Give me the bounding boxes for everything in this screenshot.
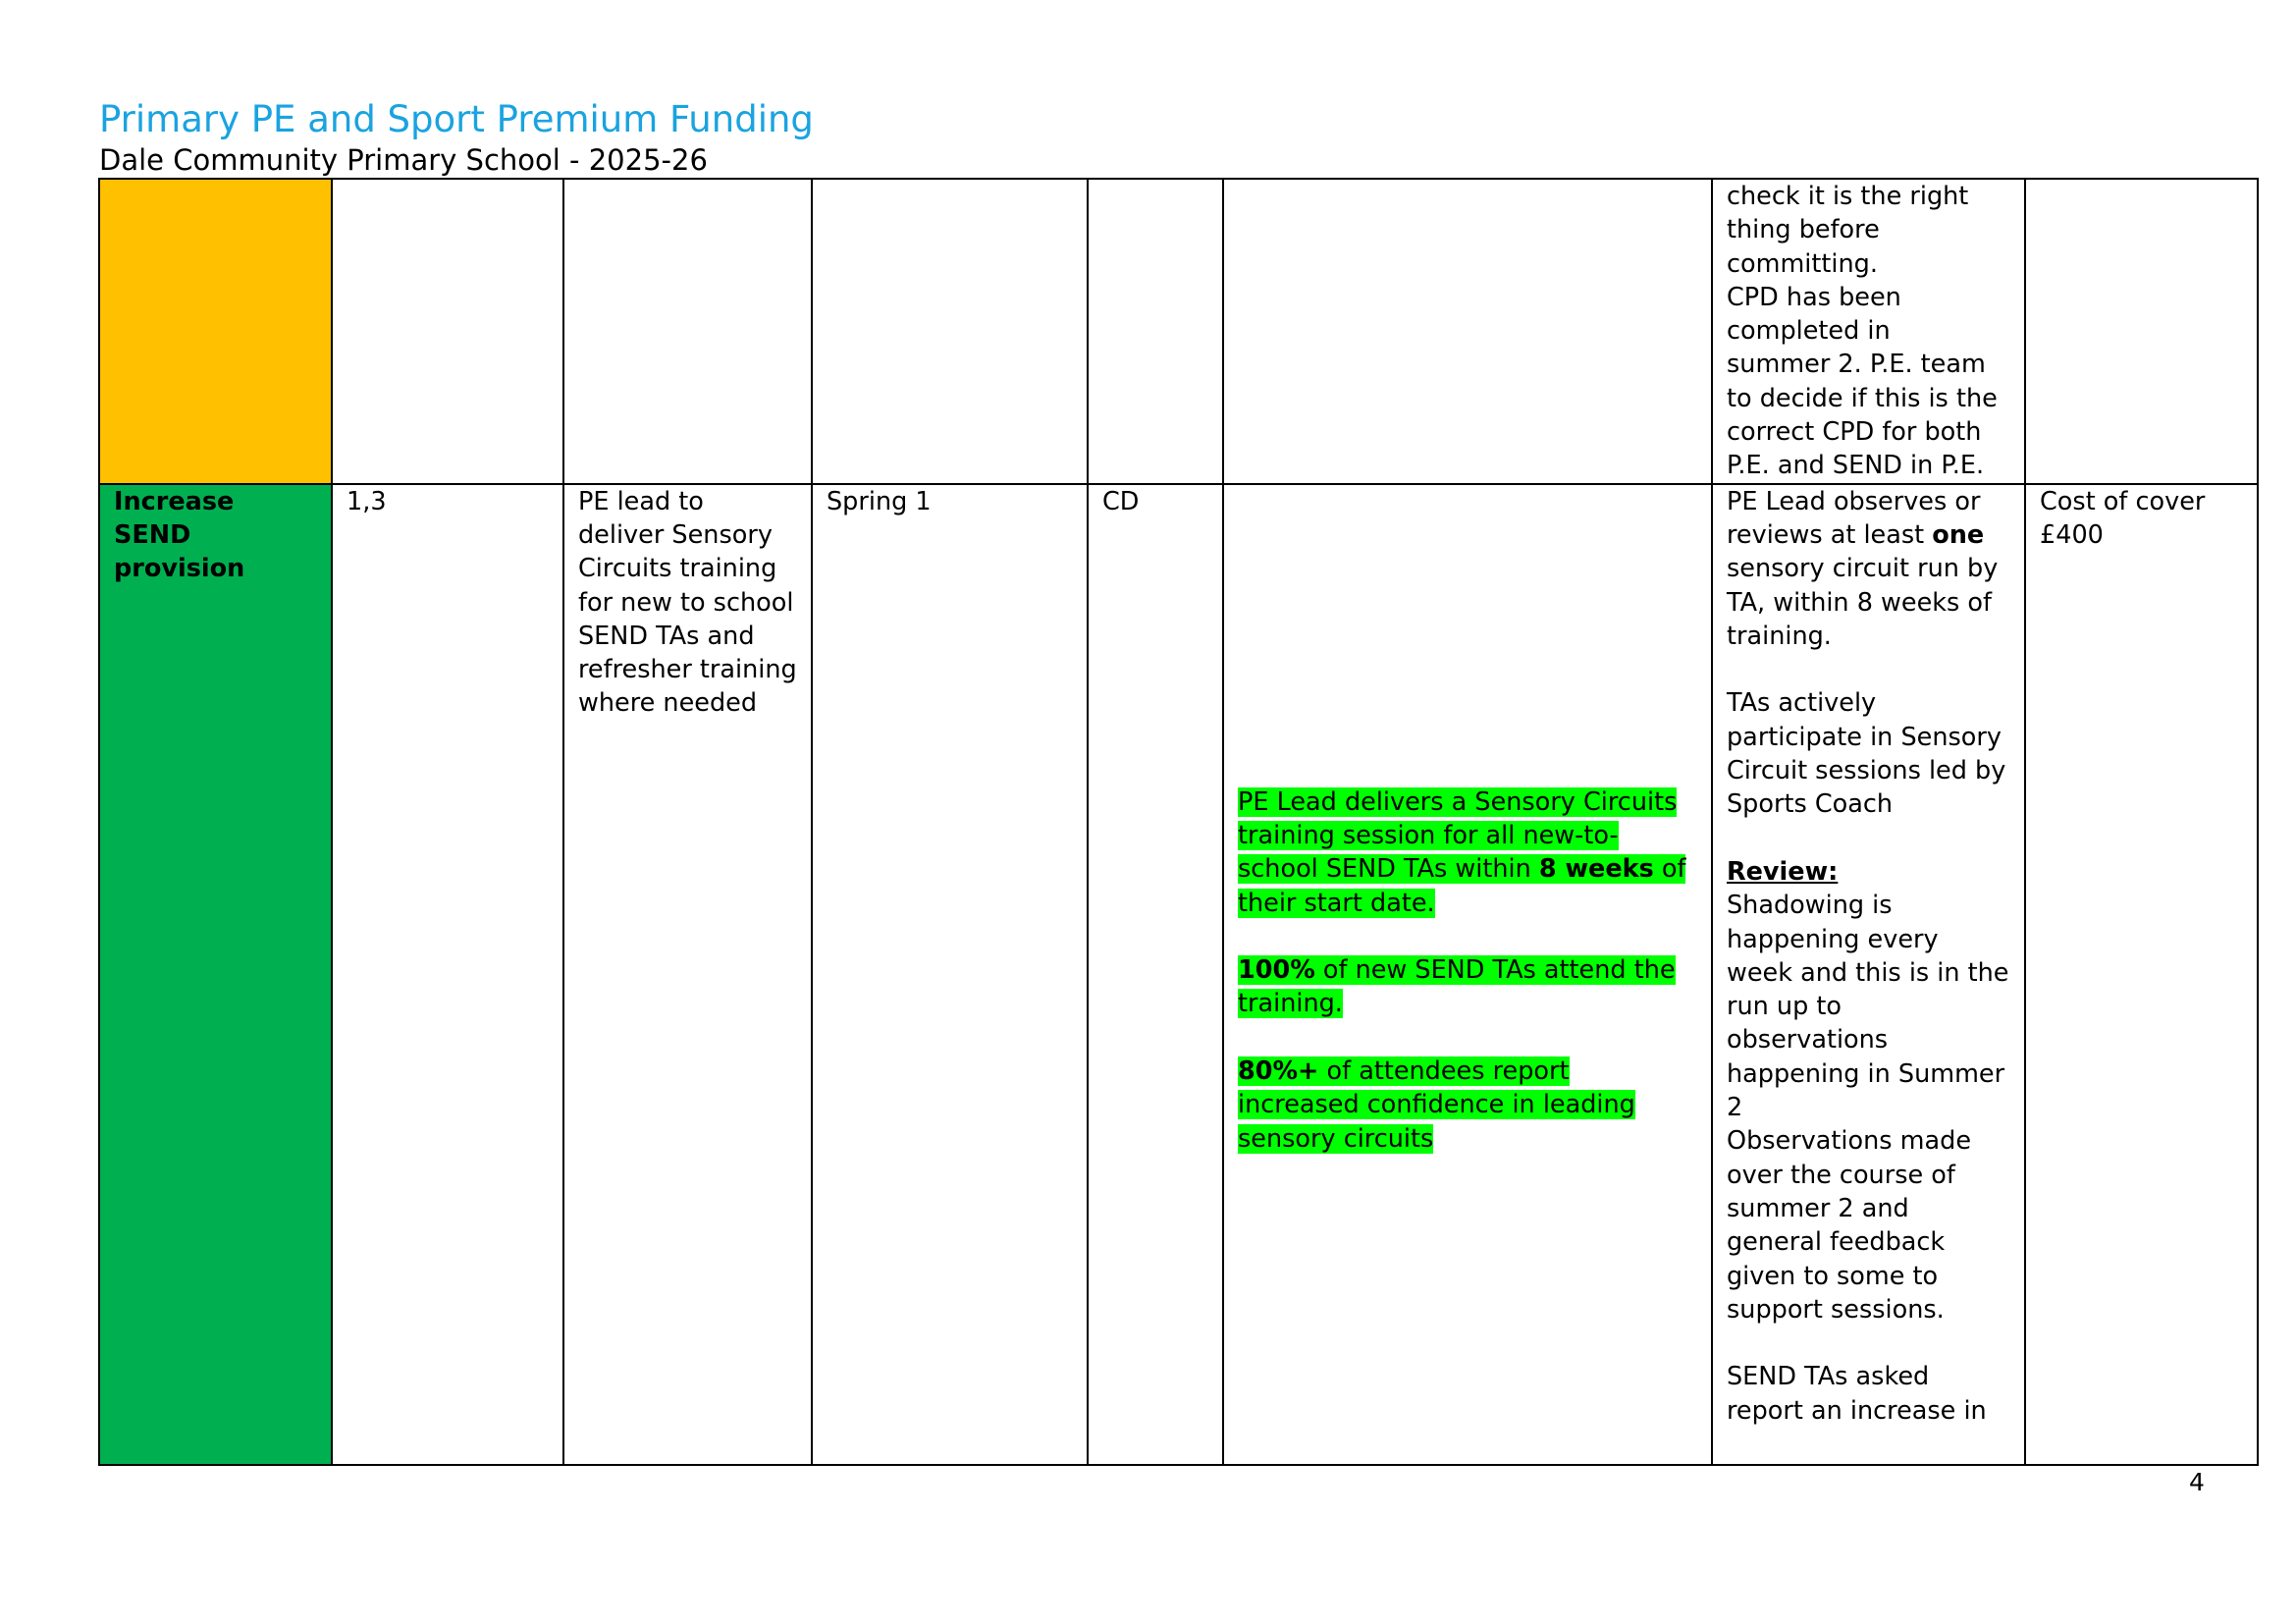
evidence-paragraph-3: Shadowing is happening every week and this is in the run up to observations happening in Summer 2 Observations made over the course of summer 2 and general feedback given to some to support sessions. [1727, 891, 2009, 1325]
cost-cell [2025, 484, 2258, 1465]
evidence-line: P.E. and SEND in P.E. [1727, 451, 1985, 481]
evidence-line: committing. [1727, 248, 1878, 279]
review-label: Review: [1727, 856, 1839, 887]
evidence-line: to decide if this is the [1727, 383, 1998, 413]
document-subtitle: Dale Community Primary School - 2025-26 [99, 143, 708, 177]
evidence-line: correct CPD for both [1727, 417, 1982, 448]
key-indicator-cell [332, 484, 563, 1465]
paragraph-gap [1238, 920, 1697, 953]
key-indicator-text: 1,3 [347, 486, 387, 516]
action-cell [563, 484, 812, 1465]
timescale-text: Spring 1 [827, 486, 932, 516]
evidence-line: completed in [1727, 316, 1891, 347]
evidence-text: PE Lead observes or reviews at least [1727, 486, 1981, 550]
owner-cell [1088, 179, 1223, 484]
success-criteria-block [1238, 785, 1697, 1156]
cost-text: Cost of cover £400 [2040, 486, 2206, 550]
evidence-line: CPD has been [1727, 282, 1901, 312]
evidence-paragraph-1 [1727, 485, 2010, 653]
evidence-text: sensory circuit run by TA, within 8 weeks of training. [1727, 554, 1999, 651]
paragraph-gap [1727, 653, 2010, 686]
evidence-paragraph-2: TAs actively participate in Sensory Circuit sessions led by Sports Coach [1727, 688, 2006, 820]
highlighted-bold-text: 100% [1238, 955, 1315, 986]
success-criteria-cell [1223, 179, 1712, 484]
evidence-cell [1712, 484, 2025, 1465]
paragraph-gap [1238, 1021, 1697, 1055]
highlighted-bold-text: 8 weeks [1538, 854, 1654, 885]
success-criteria-paragraph-2 [1238, 953, 1697, 1021]
highlighted-text: of new SEND TAs attend the training. [1238, 955, 1676, 1019]
success-criteria-paragraph-3 [1238, 1055, 1697, 1156]
table-row [99, 484, 2258, 1465]
success-criteria-cell [1223, 484, 1712, 1465]
status-cell-green [99, 484, 332, 1465]
page-number: 4 [2189, 1468, 2205, 1496]
action-plan-table [98, 178, 2259, 1466]
key-indicator-cell [332, 179, 563, 484]
paragraph-gap [1727, 1326, 2010, 1360]
owner-cell [1088, 484, 1223, 1465]
evidence-bold-text: one [1932, 519, 1985, 550]
evidence-line: check it is the right [1727, 182, 1969, 211]
action-text: PE lead to deliver Sensory Circuits training for new to school SEND TAs and refresher training where needed [578, 486, 797, 719]
success-criteria-paragraph-1 [1238, 785, 1697, 920]
highlighted-text: of their start date. [1238, 854, 1686, 918]
document-title: Primary PE and Sport Premium Funding [99, 98, 814, 140]
evidence-line: thing before [1727, 215, 1880, 245]
paragraph-gap [1727, 822, 2010, 855]
status-cell-amber [99, 179, 332, 484]
timescale-cell [812, 179, 1088, 484]
owner-text: CD [1102, 486, 1140, 516]
timescale-cell [812, 484, 1088, 1465]
intent-text: Increase SEND provision [114, 486, 245, 584]
highlighted-text: of attendees report increased confidence in leading sensory circuits [1238, 1056, 1635, 1154]
evidence-paragraph-4: SEND TAs asked report an increase in [1727, 1362, 1987, 1426]
table-row [99, 179, 2258, 484]
cost-cell [2025, 179, 2258, 484]
highlighted-bold-text: 80%+ [1238, 1056, 1319, 1087]
action-cell [563, 179, 812, 484]
evidence-cell [1712, 179, 2025, 484]
evidence-line: summer 2. P.E. team [1727, 350, 1986, 380]
highlighted-text: PE Lead delivers a Sensory Circuits training session for all new-to-school SEND TAs within [1238, 786, 1678, 885]
